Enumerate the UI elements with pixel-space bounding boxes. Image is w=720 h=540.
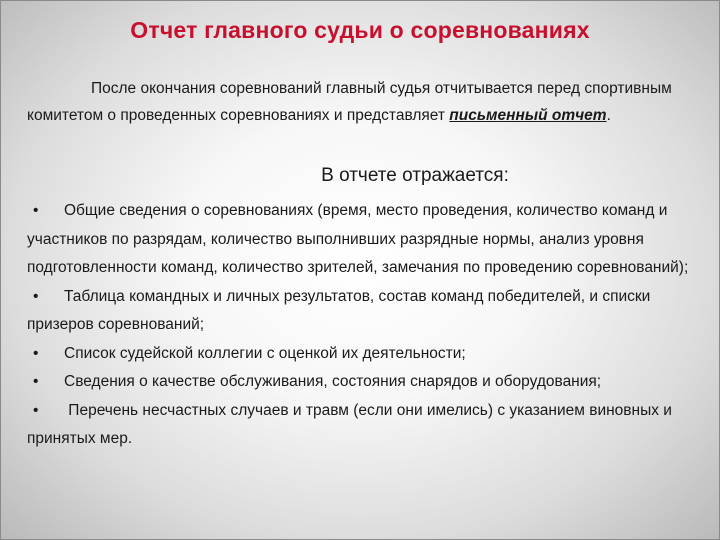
bullet-icon: • (33, 287, 39, 305)
slide-title: Отчет главного судьи о соревнованиях (130, 17, 590, 43)
intro-emphasis: письменный отчет (449, 107, 607, 124)
intro-text: После окончания соревнований главный судья отчитывается перед спортивным комитетом о проведенных соревнованиях и представляет (27, 80, 672, 124)
report-contents-list (27, 197, 693, 454)
list-item (27, 368, 693, 397)
list-item (27, 197, 693, 283)
bullet-icon: • (33, 344, 39, 362)
list-heading: В отчете отражается: (321, 165, 509, 186)
list-item (27, 397, 693, 454)
bullet-icon: • (33, 401, 39, 419)
intro-end: . (606, 107, 611, 124)
list-item-text: Таблица командных и личных результатов, состав команд победителей, и списки призеров соревнований; (27, 287, 651, 333)
list-item-text: Перечень несчастных случаев и травм (если они имелись) с указанием виновных и принятых мер. (27, 401, 672, 447)
bullet-icon: • (33, 373, 39, 390)
list-item-text: Сведения о качестве обслуживания, состояния снарядов и оборудования; (64, 373, 602, 390)
intro-paragraph (27, 75, 693, 129)
list-item (27, 283, 693, 340)
list-item-text: Список судейской коллегии с оценкой их деятельности; (64, 344, 466, 362)
list-item-text: Общие сведения о соревнованиях (время, место проведения, количество команд и участников по разрядам, количество выполнивших разрядные нормы, анализ уровня подготовленности команд, количество зрителей, замечания по проведению соревнований); (27, 202, 689, 276)
list-item (27, 340, 693, 369)
bullet-icon: • (33, 202, 39, 219)
